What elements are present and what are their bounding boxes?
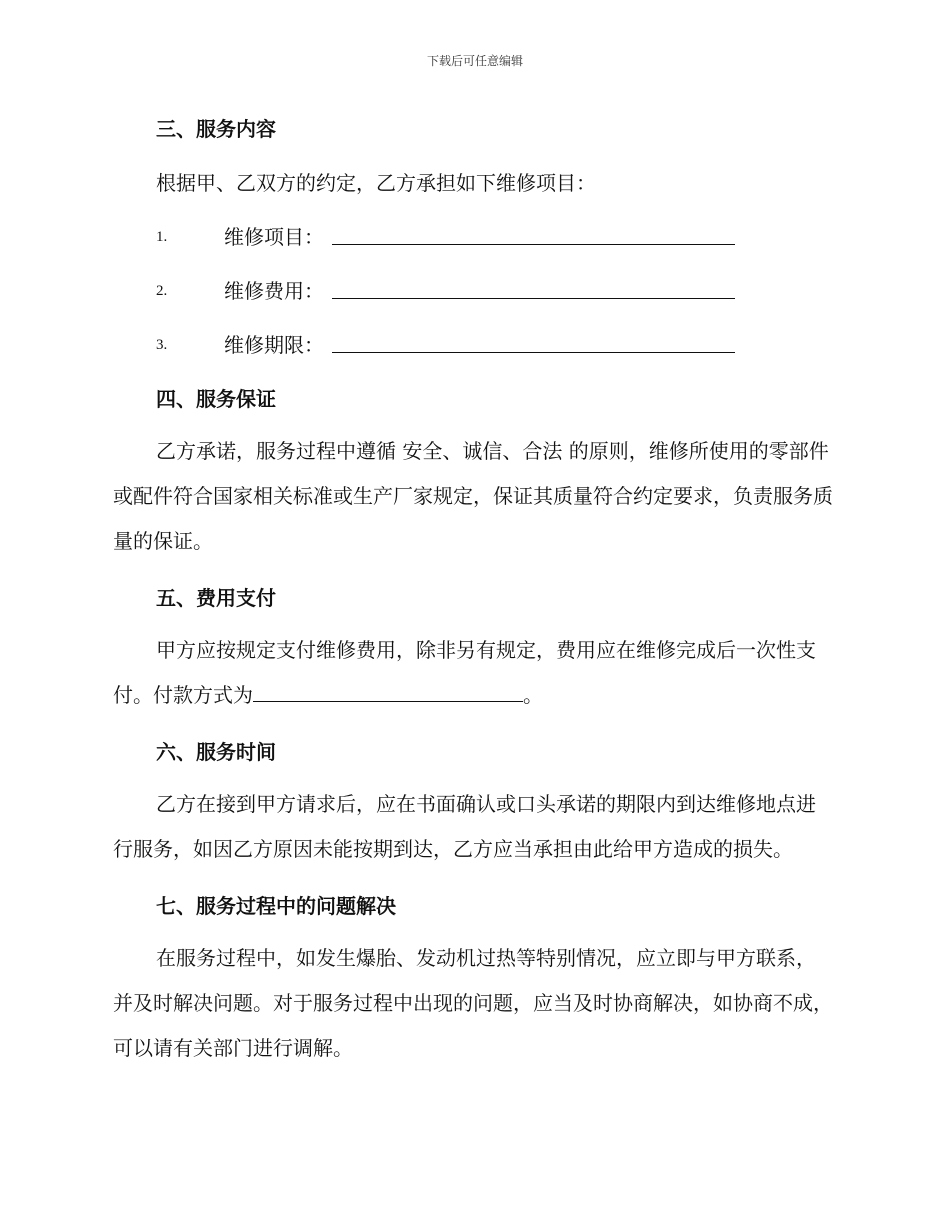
list-item-number: 1. [156, 229, 168, 245]
section-3-title: 三、服务内容 [156, 117, 276, 141]
list-item-repair-project [113, 220, 833, 254]
payment-method-blank[interactable] [253, 675, 523, 702]
fill-in-blank-line[interactable] [332, 244, 735, 245]
fill-in-blank-line[interactable] [332, 352, 735, 353]
list-item-label: 维修费用： [224, 279, 324, 303]
section-4-body: 乙方承诺，服务过程中遵循 安全、诚信、合法 的原则，维修所使用的零部件或配件符合国家相关标准或生产厂家规定，保证其质量符合约定要求，负责服务质量的保证。 [113, 439, 833, 553]
section-4-title: 四、服务保证 [156, 387, 276, 411]
list-item-repair-cost [113, 274, 833, 308]
section-3-intro: 根据甲、乙双方的约定，乙方承担如下维修项目： [156, 171, 596, 195]
fill-in-blank-line[interactable] [332, 298, 735, 299]
list-item-repair-period [113, 328, 833, 362]
list-item-label: 维修期限： [224, 333, 324, 357]
section-7-title: 七、服务过程中的问题解决 [156, 894, 396, 918]
section-7-body: 在服务过程中，如发生爆胎、发动机过热等特别情况，应立即与甲方联系，并及时解决问题。对于服务过程中出现的问题，应当及时协商解决，如协商不成，可以请有关部门进行调解。 [113, 946, 833, 1060]
list-item-number: 2. [156, 283, 168, 299]
section-5-title: 五、费用支付 [156, 586, 276, 610]
section-5-body-text: 甲方应按规定支付维修费用，除非另有规定，费用应在维修完成后一次性支付。付款方式为 [113, 638, 816, 707]
list-item-number: 3. [156, 337, 168, 353]
section-6-body: 乙方在接到甲方请求后，应在书面确认或口头承诺的期限内到达维修地点进行服务，如因乙方原因未能按期到达，乙方应当承担由此给甲方造成的损失。 [113, 792, 816, 861]
document-body [113, 112, 833, 1071]
section-6-title: 六、服务时间 [156, 740, 276, 764]
page-header: 下载后可任意编辑 [426, 54, 523, 68]
section-5-body [113, 628, 833, 718]
section-5-body-end: 。 [523, 683, 543, 707]
list-item-label: 维修项目： [224, 225, 324, 249]
